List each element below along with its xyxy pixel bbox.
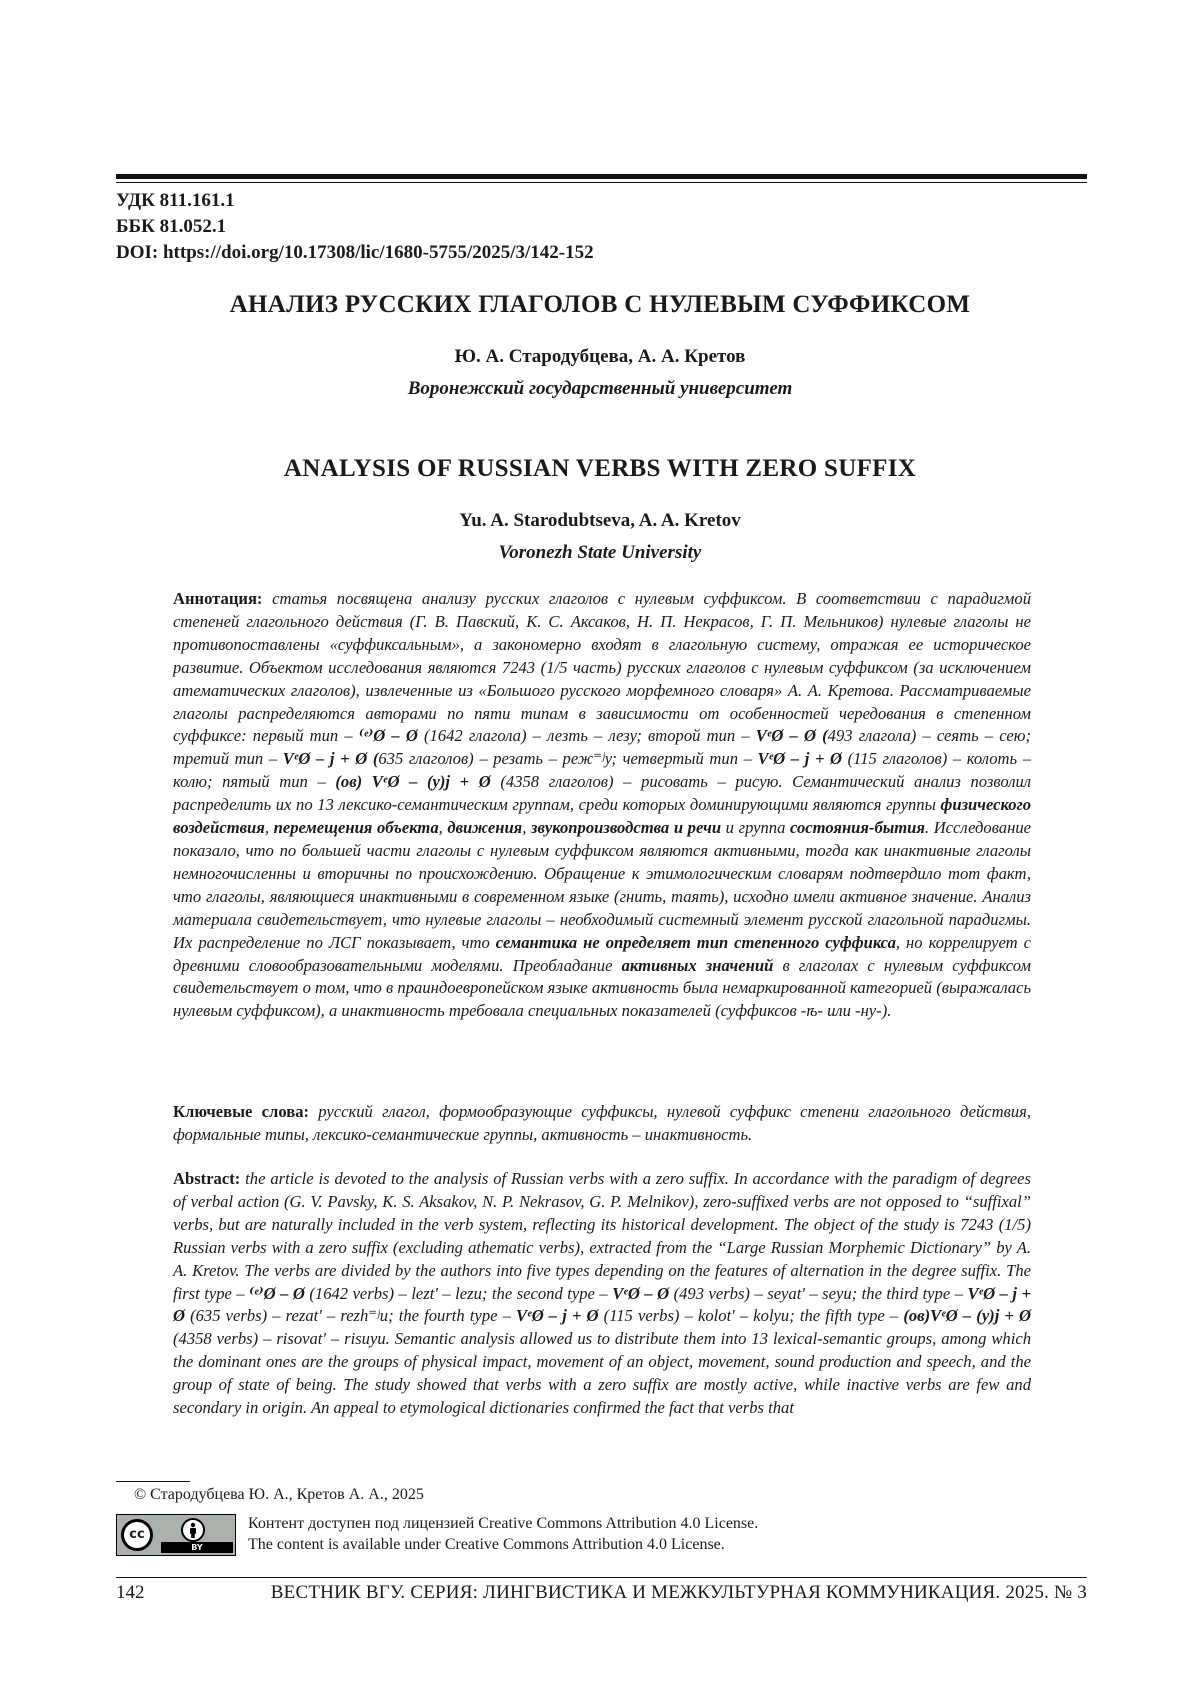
affiliation-ru: Воронежский государственный университет	[0, 378, 1200, 400]
cc-by-license-badge[interactable]	[116, 1514, 236, 1556]
abstract-en: Abstract: the article is devoted to the analysis of Russian verbs with a zero suffix. In accordance with the paradigm of degrees of verbal action (G. V. Pavsky, K. S. Aksakov, N. P. Nekrasov, G. P. Melnikov), zero-suffixed verbs are not opposed to “suffixal” verbs, but are naturally included in the verb system, reflecting its historical development. The object of the study is 7243 (1/5) Russian verbs with a zero suffix (excluding athematic verbs), extracted from the “Large Russian Morphemic Dictionary” by A. A. Kretov. The verbs are divided by the authors into five types depending on the features of alternation in the degree suffix. The first type – ⁽ᵉ⁾Ø – Ø (1642 verbs) – lezt' – lezu; the second type – VᵉØ – Ø (493 verbs) – seyat' – seyu; the third type – VᵉØ – j + Ø (635 verbs) – rezat' – rezh⁼ʲu; the fourth type – VᵉØ – j + Ø (115 verbs) – kolot' – kolyu; the fifth type – (ов)VᵉØ – (у)j + Ø (4358 verbs) – risovat' – risuyu. Semantic analysis allowed us to distribute them into 13 lexical-semantic groups, among which the dominant ones are the groups of physical impact, movement of an object, movement, sound production and speech, and the group of state of being. The study showed that verbs with a zero suffix are mostly active, while inactive verbs are few and secondary in origin. An appeal to etymological dictionaries confirmed the fact that verbs that	[173, 1168, 1031, 1420]
journal-running-title: ВЕСТНИК ВГУ. СЕРИЯ: ЛИНГВИСТИКА И МЕЖКУЛЬТУРНАЯ КОММУНИКАЦИЯ. 2025. № 3	[271, 1582, 1087, 1604]
page-number: 142	[116, 1582, 145, 1604]
footnote-rule	[116, 1481, 190, 1482]
annotation-ru: Аннотация: статья посвящена анализу русских глаголов с нулевым суффиксом. В соответствии с парадигмой степеней глагольного действия (Г. В. Павский, К. С. Аксаков, Н. П. Некрасов, Г. П. Мельников) нулевые глаголы не противопоставлены «суффиксальным», а закономерно входят в глагольную систему, отражая ее историческое развитие. Объектом исследования являются 7243 (1/5 часть) русских глаголов с нулевым суффиксом (за исключением атематических глаголов), извлеченные из «Большого русского морфемного словаря» А. А. Кретова. Рассматриваемые глаголы распределяются авторами по пяти типам в зависимости от особенностей чередования в степенном суффиксе: первый тип – ⁽ᵉ⁾Ø – Ø (1642 глагола) – лезть – лезу; второй тип – VᵉØ – Ø (493 глагола) – сеять – сею; третий тип – VᵉØ – j + Ø (635 глаголов) – резать – реж⁼ʲу; четвертый тип – VᵉØ – j + Ø (115 глаголов) – колоть – колю; пятый тип – (ов) VᵉØ – (у)j + Ø (4358 глаголов) – рисовать – рисую. Семантический анализ позволил распределить их по 13 лексико-семантическим группам, среди которых доминирующими являются группы физического воздействия, перемещения объекта, движения, звукопроизводства и речи и группа состояния-бытия. Исследование показало, что по большей части глаголы с нулевым суффиксом являются активными, тогда как инактивные глаголы немногочисленны и вторичны по происхождению. Обращение к этимологическим словарям подтвердило тот факт, что глаголы, являющиеся инактивными в современном языке (гнить, таять), исходно имели активное значение. Анализ материала свидетельствует, что нулевые глаголы – необходимый системный элемент русской глагольной парадигмы. Их распределение по ЛСГ показывает, что семантика не определяет тип степенного суффикса, но коррелирует с древними словообразовательными моделями. Преобладание активных значений в глаголах с нулевым суффиксом свидетельствует о том, что в праиндоевропейском языке активность была немаркированной категорией (выражалась нулевым суффиксом), а инактивность требовала специальных показателей (суффиксов -ѣ- или -ну-).	[173, 588, 1031, 1023]
by-label: BY	[161, 1542, 233, 1553]
license-ru: Контент доступен под лицензией Creative Commons Attribution 4.0 License.	[248, 1513, 758, 1534]
header-rule	[116, 174, 1087, 183]
authors-en: Yu. A. Starodubtseva, A. A. Kretov	[0, 510, 1200, 532]
doi-link[interactable]: DOI: https://doi.org/10.17308/lic/1680-5755/2025/3/142-152	[116, 240, 594, 266]
license-text	[248, 1513, 758, 1555]
classification-codes	[116, 188, 594, 266]
title-en: ANALYSIS OF RUSSIAN VERBS WITH ZERO SUFFIX	[0, 455, 1200, 483]
udk-code: УДК 811.161.1	[116, 188, 594, 214]
footer-rule	[116, 1577, 1087, 1578]
by-icon	[159, 1515, 235, 1555]
keywords-label: Ключевые слова:	[173, 1102, 309, 1121]
license-en: The content is available under Creative Commons Attribution 4.0 License.	[248, 1534, 758, 1555]
title-ru: АНАЛИЗ РУССКИХ ГЛАГОЛОВ С НУЛЕВЫМ СУФФИКСОМ	[0, 291, 1200, 319]
abstract-label: Abstract:	[173, 1169, 240, 1188]
cc-icon: cc	[121, 1519, 153, 1551]
copyright-note: © Стародубцева Ю. А., Кретов А. А., 2025	[134, 1486, 424, 1504]
annotation-label: Аннотация:	[173, 589, 262, 608]
authors-ru: Ю. А. Стародубцева, А. А. Кретов	[0, 346, 1200, 368]
keywords-ru: Ключевые слова: русский глагол, формообразующие суффиксы, нулевой суффикс степени глагольного действия, формальные типы, лексико-семантические группы, активность – инактивность.	[173, 1101, 1031, 1147]
bbk-code: ББК 81.052.1	[116, 214, 594, 240]
affiliation-en: Voronezh State University	[0, 542, 1200, 564]
